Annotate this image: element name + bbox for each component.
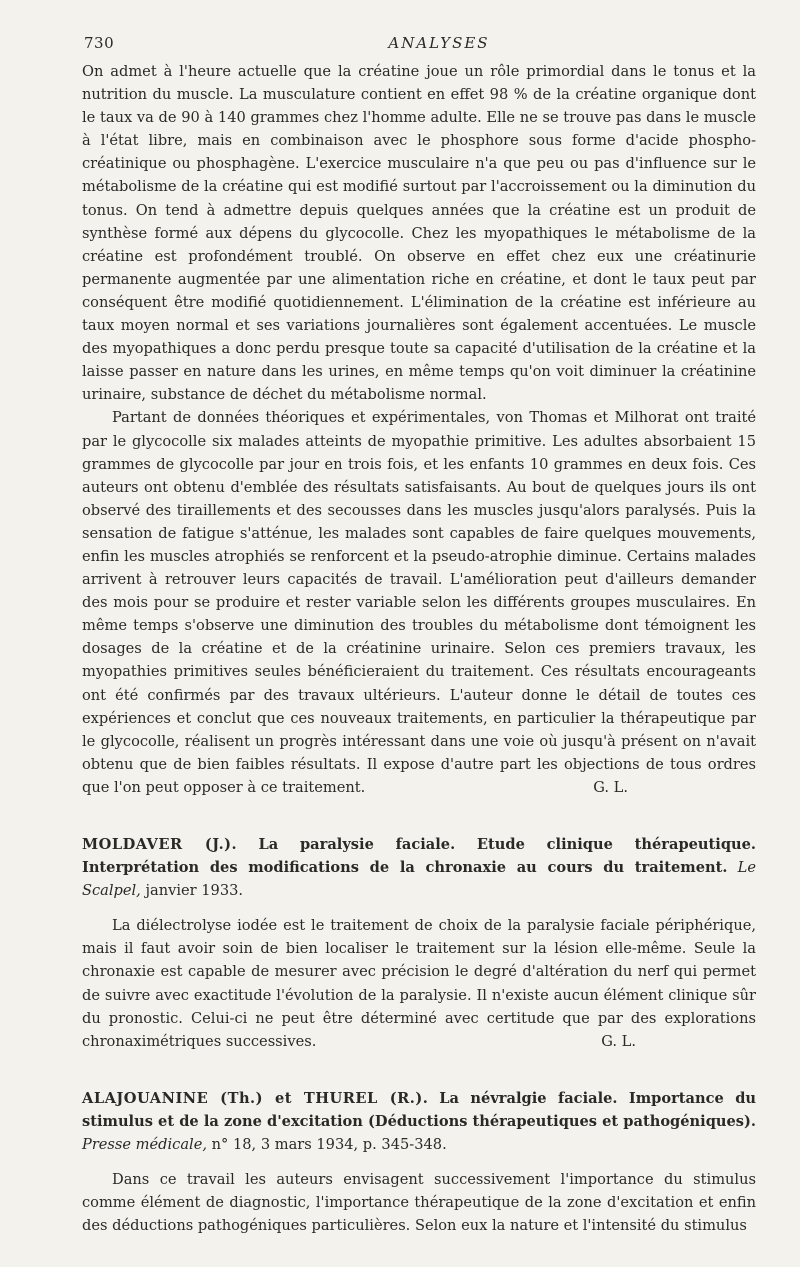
article1-paragraph1: On admet à l'heure actuelle que la créatine joue un rôle primordial dans le tonus et la nutrition du muscle. La musculature contient en effet 98 % de la créatine organique dont le taux va de 90 à 140 grammes chez l'homme adulte. Elle ne se trouve pas dans le muscle à l'état libre, mais en combinaison avec le phosphore sous forme d'acide phospho-créatinique ou phosphagène. L'exercice musculaire n'a que peu ou pas d'influence sur le métabolisme de la créatine qui est modifié surtout par l'accroissement ou la diminution du tonus. On tend à admettre depuis quelques années que la créatine est un produit de synthèse formé aux dépens du glycocolle. Chez les myopathiques le métabolisme de la créatine est profondément troublé. On observe en effet chez eux une créatinurie permanente augmentée par une alimentation riche en créatine, et dont le taux peut par conséquent être modifié quotidiennement. L'élimination de la créatine est inférieure au taux moyen normal et ses variations journalières sont également accentuées. Le muscle des myopathiques a donc perdu presque toute sa capacité d'utilisation de la créatine et la laisse passer en nature dans les urines, en même temps qu'on voit diminuer la créatinine urinaire, substance de déchet du métabolisme normal. — [82, 63, 756, 404]
article-alajouanine — [82, 1087, 756, 1238]
article2-date: janvier 1933. — [145, 882, 244, 900]
page-header — [82, 28, 756, 60]
article2-paragraph1-text: La diélectrolyse iodée est le traitement de choix de la paralysie faciale périphérique, mais il faut avoir soin de bien localiser le traitement sur la lésion elle-même. Seule la chronaxie est capable de mesurer avec précision le degré d'altération du nerf qui permet de suivre avec exactitude l'évolution de la paralysie. Il n'existe aucun élément clinique sûr du pronostic. Celui-ci ne peut être déterminé avec certitude que par des explorations chronaximétriques successives. — [82, 917, 756, 1050]
article3-journal: Presse médicale, — [82, 1136, 207, 1154]
article2-heading — [82, 833, 756, 902]
page-number: 730 — [84, 34, 115, 52]
article3-heading — [82, 1087, 756, 1156]
article1-paragraph2 — [82, 406, 756, 799]
running-head: ANALYSES — [388, 34, 490, 52]
article-glycocolle — [82, 60, 756, 799]
article3-authors: ALAJOUANINE (Th.) et THUREL (R.). — [82, 1089, 429, 1107]
article3-paragraph1: Dans ce travail les auteurs envisagent successivement l'importance du stimulus comme élément de diagnostic, l'importance thérapeutique de la zone d'excitation et enfin des déductions pathogéniques particulières. Selon eux la nature et l'intensité du stimulus — [82, 1171, 756, 1235]
article3-citation: n° 18, 3 mars 1934, p. 345-348. — [211, 1136, 447, 1154]
article2-journal: Le Scalpel, — [82, 859, 756, 900]
article1-initials: G. L. — [593, 778, 628, 796]
article1-paragraph2-text: Partant de données théoriques et expérimentales, von Thomas et Milhorat ont traité par le glycocolle six malades atteints de myopathie primitive. Les adultes absorbaient 15 grammes de glycocolle par jour en trois fois, et les enfants 10 grammes en deux fois. Ces auteurs ont obtenu d'emblée des résultats satisfaisants. Au bout de quelques jours ils ont observé des tiraillements et des secousses dans les muscles jusqu'alors paralysés. Puis la sensation de fatigue s'atténue, les malades sont capables de faire quelques mouvements, enfin les muscles atrophiés se renforcent et la pseudo-atrophie diminue. Certains malades arrivent à retrouver leurs capacités de travail. L'amélioration peut d'ailleurs demander des mois pour se produire et rester variable selon les différents groupes musculaires. En même temps s'observe une diminution des troubles du métabolisme dont témoignent les dosages de la créatine et de la créatinine urinaire. Selon ces premiers travaux, les myopathies primitives seules bénéficieraient du traitement. Ces résultats encourageants ont été confirmés par des travaux ultérieurs. L'auteur donne le détail de toutes ces expériences et conclut que ces nouveaux traitements, en particulier la thérapeutique par le glycocolle, réalisent un progrès intéressant dans une voie où jusqu'à présent on n'avait obtenu que de bien faibles résultats. Il expose d'autre part les objections de tous ordres que l'on peut opposer à ce traitement. — [82, 409, 756, 796]
article2-paragraph1 — [82, 914, 756, 1053]
article3-title: La névralgie faciale. Importance du stimulus et de la zone d'excitation (Déductions thérapeutiques et pathogéniques). — [82, 1089, 757, 1130]
article2-title: La paralysie faciale. Etude clinique thérapeutique. Interprétation des modifications de la chronaxie au cours du traitement. — [82, 836, 757, 877]
article2-initials: G. L. — [601, 1032, 636, 1050]
article-moldaver — [82, 833, 756, 1053]
article2-authors: MOLDAVER (J.). — [82, 836, 238, 853]
